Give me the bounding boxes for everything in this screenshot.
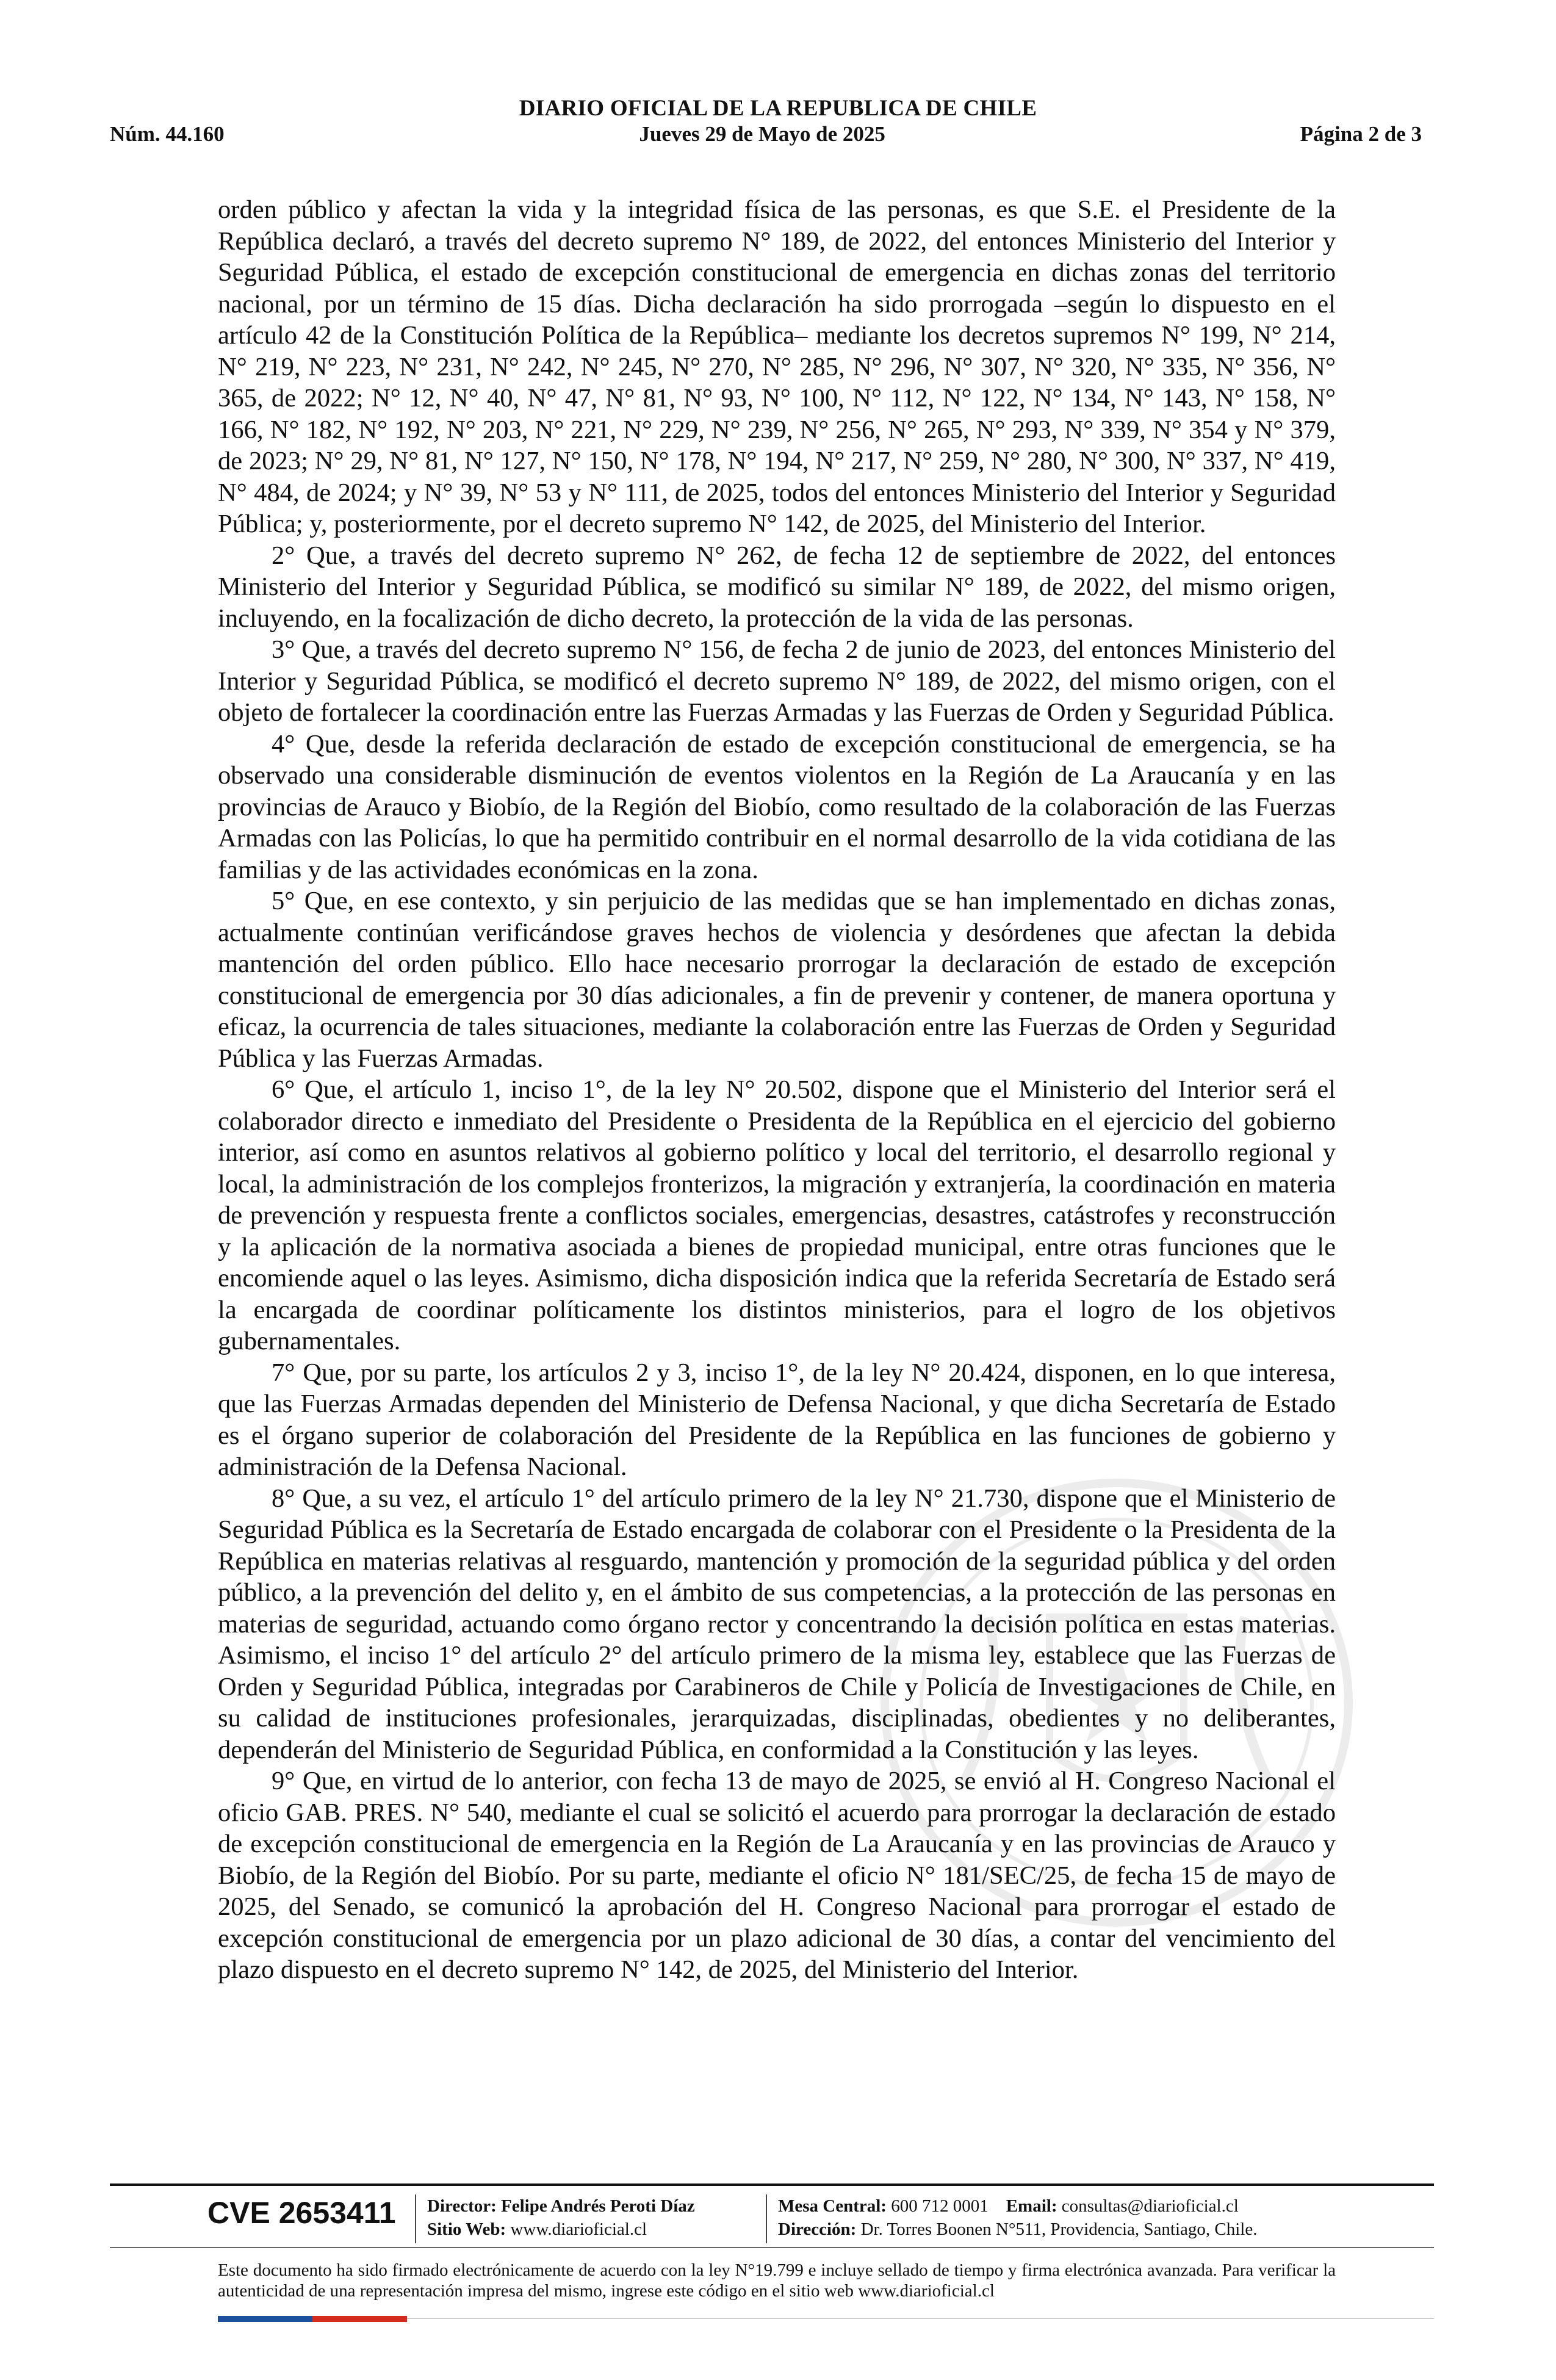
paragraph: 9° Que, en virtud de lo anterior, con fecha 13 de mayo de 2025, se envió al H. Congreso Nacional el oficio GAB. PRES. N° 540, mediante el cual se solicitó el acuerdo para prorrogar la declaración de estado de excepción constitucional de emergencia en la Región de La Araucanía y en las provincias de Arauco y Biobío, de la Región del Biobío. Por su parte, mediante el oficio N° 181/SEC/25, de fecha 15 de mayo de 2025, del Senado, se comunicó la aprobación del H. Congreso Nacional para prorrogar el estado de excepción constitucional de emergencia por un plazo adicional de 30 días, a contar del vencimiento del plazo dispuesto en el decreto supremo N° 142, de 2025, del Ministerio del Interior. <box>218 1767 1336 1984</box>
decree-body <box>218 194 1336 1986</box>
signature-note: Este documento ha sido firmado electrónicamente de acuerdo con la ley N°19.799 e incluye sellado de tiempo y firma electrónica avanzada. Para verificar la autenticidad de una representación impresa del mismo, ingrese este código en el sitio web www.diarioficial.cl <box>218 2260 1336 2301</box>
paragraph: orden público y afectan la vida y la integridad física de las personas, es que S.E. el Presidente de la República declaró, a través del decreto supremo N° 189, de 2022, del entonces Ministerio del Interior y Seguridad Pública, el estado de excepción constitucional de emergencia en dichas zonas del territorio nacional, por un término de 15 días. Dicha declaración ha sido prorrogada –según lo dispuesto en el artículo 42 de la Constitución Política de la República– mediante los decretos supremos N° 199, N° 214, N° 219, N° 223, N° 231, N° 242, N° 245, N° 270, N° 285, N° 296, N° 307, N° 320, N° 335, N° 356, N° 365, de 2022; N° 12, N° 40, N° 47, N° 81, N° 93, N° 100, N° 112, N° 122, N° 134, N° 143, N° 158, N° 166, N° 182, N° 192, N° 203, N° 221, N° 229, N° 239, N° 256, N° 265, N° 293, N° 339, N° 354 y N° 379, de 2023; N° 29, N° 81, N° 127, N° 150, N° 178, N° 194, N° 217, N° 259, N° 280, N° 300, N° 337, N° 419, N° 484, de 2024; y N° 39, N° 53 y N° 111, de 2025, todos del entonces Ministerio del Interior y Seguridad Pública; y, posteriormente, por el decreto supremo N° 142, de 2025, del Ministerio del Interior. <box>218 195 1336 538</box>
header-row <box>110 122 1422 146</box>
mesa-central-label: Mesa Central: <box>778 2196 887 2216</box>
footer-divider <box>415 2194 416 2243</box>
page-number: Página 2 de 3 <box>1300 122 1422 146</box>
website-label: Sitio Web: <box>427 2220 506 2239</box>
mesa-central-phone: 600 712 0001 <box>891 2196 989 2216</box>
issue-number: Núm. 44.160 <box>110 122 225 146</box>
cve-code: CVE 2653411 <box>207 2196 396 2230</box>
paragraph: 5° Que, en ese contexto, y sin perjuicio de las medidas que se han implementado en dichas zonas, actualmente continúan verificándose graves hechos de violencia y desórdenes que afectan la debida mantención del orden público. Ello hace necesario prorrogar la declaración de estado de excepción constitucional de emergencia por 30 días adicionales, a fin de prevenir y contener, de manera oportuna y eficaz, la ocurrencia de tales situaciones, mediante la colaboración entre las Fuerzas de Orden y Seguridad Pública y las Fuerzas Armadas. <box>218 887 1336 1073</box>
footer-rule <box>110 2183 1434 2186</box>
footer-rule <box>110 2247 1434 2248</box>
address-label: Dirección: <box>778 2220 857 2239</box>
footer-divider <box>766 2194 767 2243</box>
director-label: Director: Felipe Andrés Peroti Díaz <box>427 2196 695 2216</box>
footer-thin-rule <box>407 2318 1434 2319</box>
website-link[interactable]: www.diarioficial.cl <box>510 2220 647 2239</box>
footer-director-block <box>427 2194 695 2241</box>
paragraph: 8° Que, a su vez, el artículo 1° del artículo primero de la ley N° 21.730, dispone que el Ministerio de Seguridad Pública es la Secretaría de Estado encargada de colaborar con el Presidente o la Presidenta de la República en materias relativas al resguardo, mantención y promoción de la seguridad pública y del orden público, a la prevención del delito y, en el ámbito de sus competencias, a la protección de las personas en materias de seguridad, actuando como órgano rector y concentrando la decisión política en estas materias. Asimismo, el inciso 1° del artículo 2° del artículo primero de la misma ley, establece que las Fuerzas de Orden y Seguridad Pública, integradas por Carabineros de Chile y Policía de Investigaciones de Chile, en su calidad de instituciones profesionales, jerarquizadas, disciplinadas, obedientes y no deliberantes, dependerán del Ministerio de Seguridad Pública, en conformidad a la Constitución y las leyes. <box>218 1484 1336 1764</box>
paragraph: 3° Que, a través del decreto supremo N° 156, de fecha 2 de junio de 2023, del entonces Ministerio del Interior y Seguridad Pública, se modificó el decreto supremo N° 189, de 2022, del mismo origen, con el objeto de fortalecer la coordinación entre las Fuerzas Armadas y las Fuerzas de Orden y Seguridad Pública. <box>218 635 1336 727</box>
footer-contact-block <box>778 2194 1257 2241</box>
gazette-title: DIARIO OFICIAL DE LA REPUBLICA DE CHILE <box>519 96 1037 121</box>
chile-flag-bar <box>218 2316 407 2322</box>
paragraph: 6° Que, el artículo 1, inciso 1°, de la ley N° 20.502, dispone que el Ministerio del Interior será el colaborador directo e inmediato del Presidente o Presidenta de la República en el ejercicio del gobierno interior, así como en asuntos relativos al gobierno político y local del territorio, el desarrollo regional y local, la administración de los complejos fronterizos, la migración y extranjería, la coordinación en materia de prevención y respuesta frente a conflictos sociales, emergencias, desastres, catástrofes y reconstrucción y la aplicación de la normativa asociada a bienes de propiedad municipal, entre otras funciones que le encomiende aquel o las leyes. Asimismo, dicha disposición indica que la referida Secretaría de Estado será la encargada de coordinar políticamente los distintos ministerios, para el logro de los objetivos gubernamentales. <box>218 1075 1336 1355</box>
email-label: Email: <box>1006 2196 1057 2216</box>
address-value: Dr. Torres Boonen N°511, Providencia, Santiago, Chile. <box>860 2220 1258 2239</box>
paragraph: 7° Que, por su parte, los artículos 2 y 3, inciso 1°, de la ley N° 20.424, disponen, en lo que interesa, que las Fuerzas Armadas dependen del Ministerio de Defensa Nacional, y que dicha Secretaría de Estado es el órgano superior de colaboración del Presidente de la República en las funciones de gobierno y administración de la Defensa Nacional. <box>218 1358 1336 1481</box>
email-link[interactable]: consultas@diarioficial.cl <box>1061 2196 1239 2216</box>
issue-date: Jueves 29 de Mayo de 2025 <box>639 122 885 146</box>
paragraph: 4° Que, desde la referida declaración de estado de excepción constitucional de emergencia, se ha observado una considerable disminución de eventos violentos en la Región de La Araucanía y en las provincias de Arauco y Biobío, de la Región del Biobío, como resultado de la colaboración de las Fuerzas Armadas con las Policías, lo que ha permitido contribuir en el normal desarrollo de la vida cotidiana de las familias y de las actividades económicas en la zona. <box>218 729 1336 884</box>
flag-blue-segment <box>218 2316 312 2322</box>
paragraph: 2° Que, a través del decreto supremo N° 262, de fecha 12 de septiembre de 2022, del entonces Ministerio del Interior y Seguridad Pública, se modificó su similar N° 189, de 2022, del mismo origen, incluyendo, en la focalización de dicho decreto, la protección de la vida de las personas. <box>218 541 1336 633</box>
flag-red-segment <box>312 2316 407 2322</box>
